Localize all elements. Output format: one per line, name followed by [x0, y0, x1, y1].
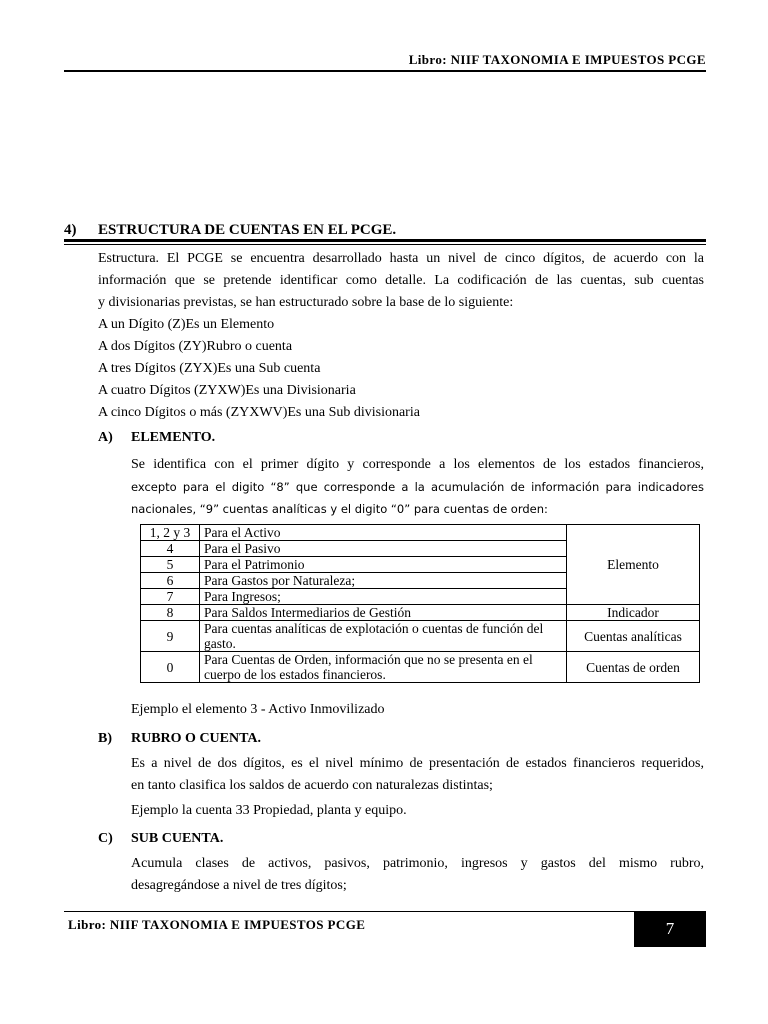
subsection-b-text — [131, 753, 704, 797]
level-item: A cuatro Dígitos (ZYXW)Es una Divisionaria — [98, 383, 356, 398]
table-row — [141, 652, 700, 683]
desc-cell: Para Cuentas de Orden, información que no se presenta en el cuerpo de los estados financieros. — [200, 652, 567, 683]
subsection-b-heading — [98, 731, 704, 747]
code-cell: 5 — [141, 557, 200, 573]
desc-cell: Para el Pasivo — [200, 541, 567, 557]
section-rule-thin — [64, 244, 706, 245]
code-cell: 8 — [141, 605, 200, 621]
section-rule-thick — [64, 239, 706, 242]
code-cell: 1, 2 y 3 — [141, 525, 200, 541]
level-item: A un Dígito (Z)Es un Elemento — [98, 317, 275, 332]
intro-line: y divisionarias previstas, se han estructurado sobre la base de lo siguiente: — [98, 295, 514, 310]
desc-cell: Para Ingresos; — [200, 589, 567, 605]
text-line: Acumula clases de activos, pasivos, patrimonio, ingresos y gastos del mismo rubro, — [131, 856, 704, 871]
example-b: Ejemplo la cuenta 33 Propiedad, planta y equipo. — [131, 803, 407, 818]
example-a: Ejemplo el elemento 3 - Activo Inmovilizado — [131, 702, 385, 717]
table-row — [141, 525, 700, 541]
subsection-title: RUBRO O CUENTA. — [131, 731, 262, 746]
code-cell: 7 — [141, 589, 200, 605]
subsection-c-heading — [98, 831, 704, 847]
code-cell: 9 — [141, 621, 200, 652]
intro-line: Estructura. El PCGE se encuentra desarrollado hasta un nivel de cinco dígitos, de acuerdo con la — [98, 251, 704, 266]
subsection-c-text — [131, 853, 704, 897]
subsection-a-text — [131, 454, 704, 520]
subsection-letter: B) — [98, 731, 112, 746]
page-number: 7 — [634, 911, 706, 947]
level-item: A cinco Dígitos o más (ZYXWV)Es una Sub divisionaria — [98, 405, 420, 420]
table-row — [141, 605, 700, 621]
desc-cell: Para el Activo — [200, 525, 567, 541]
category-cell: Elemento — [567, 525, 700, 605]
text-line: desagregándose a nivel de tres dígitos; — [131, 878, 347, 893]
subsection-title: ELEMENTO. — [131, 430, 216, 445]
text-line: en tanto clasifica los saldos de acuerdo con naturalezas distintas; — [131, 778, 493, 793]
level-item: A tres Dígitos (ZYX)Es una Sub cuenta — [98, 361, 321, 376]
intro-paragraph — [98, 248, 704, 424]
code-cell: 6 — [141, 573, 200, 589]
desc-cell: Para el Patrimonio — [200, 557, 567, 573]
subsection-title: SUB CUENTA. — [131, 831, 224, 846]
running-header: Libro: NIIF TAXONOMIA E IMPUESTOS PCGE — [408, 52, 706, 67]
text-line: Se identifica con el primer dígito y corresponde a los elementos de los estados financieros, — [131, 457, 704, 472]
text-line: Es a nivel de dos dígitos, es el nivel mínimo de presentación de estados financieros requeridos, — [131, 756, 704, 771]
category-cell: Cuentas de orden — [567, 652, 700, 683]
section-title: ESTRUCTURA DE CUENTAS EN EL PCGE. — [98, 222, 397, 238]
desc-cell: Para cuentas analíticas de explotación o cuentas de función del gasto. — [200, 621, 567, 652]
category-cell: Indicador — [567, 605, 700, 621]
intro-line: información que se pretende identificar como detalle. La codificación de las cuentas, sub cuentas — [98, 273, 704, 288]
section-number: 4) — [64, 222, 77, 238]
subsection-letter: A) — [98, 430, 113, 445]
code-cell: 0 — [141, 652, 200, 683]
section-heading — [64, 222, 706, 239]
text-line: excepto para el digito “8” que corresponde a la acumulación de información para indicadores — [131, 480, 704, 494]
level-item: A dos Dígitos (ZY)Rubro o cuenta — [98, 339, 293, 354]
subsection-letter: C) — [98, 831, 113, 846]
subsection-a-heading — [98, 430, 704, 446]
category-cell: Cuentas analíticas — [567, 621, 700, 652]
text-line: nacionales, “9” cuentas analíticas y el digito “0” para cuentas de orden: — [131, 502, 548, 516]
code-cell: 4 — [141, 541, 200, 557]
element-table — [140, 524, 700, 683]
desc-cell: Para Gastos por Naturaleza; — [200, 573, 567, 589]
table-row — [141, 621, 700, 652]
desc-cell: Para Saldos Intermediarios de Gestión — [200, 605, 567, 621]
footer-rule — [64, 911, 706, 912]
running-footer: Libro: NIIF TAXONOMIA E IMPUESTOS PCGE — [68, 917, 366, 932]
header-rule — [64, 70, 706, 72]
